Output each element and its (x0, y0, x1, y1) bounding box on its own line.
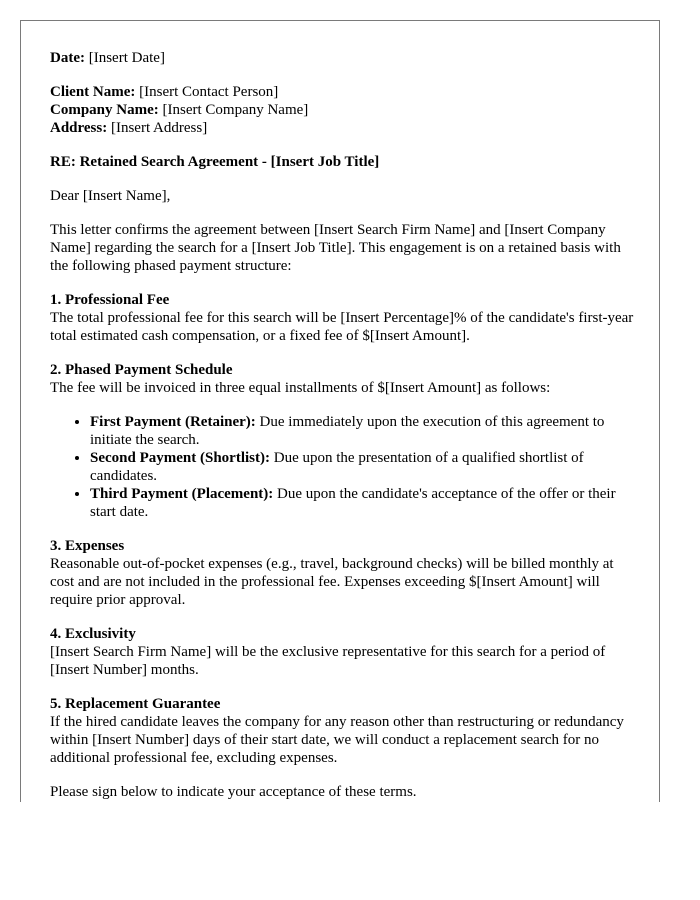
expenses-body: Reasonable out-of-pocket expenses (e.g., travel, background checks) will be billed monthly at cost and are not included in the professional fee. Expenses exceeding $[Insert Amount] will require prior approval. (50, 556, 614, 608)
fee-heading: 1. Professional Fee (50, 292, 170, 308)
list-item (90, 485, 635, 521)
closing-paragraph: Please sign below to indicate your acceptance of these terms. (50, 784, 417, 800)
guarantee-heading: 5. Replacement Guarantee (50, 696, 221, 712)
spacer (50, 205, 635, 221)
company-label: Company Name: (50, 102, 159, 118)
payment-text: Due immediately upon the execution of this agreement to initiate the search. (90, 414, 605, 448)
client-label: Client Name: (50, 84, 136, 100)
client-line (50, 83, 635, 101)
spacer (50, 397, 635, 413)
spacer (50, 767, 635, 783)
payment-label: Third Payment (Placement): (90, 486, 274, 502)
payment-label: Second Payment (Shortlist): (90, 450, 270, 466)
spacer (50, 609, 635, 625)
list-item (90, 413, 635, 449)
spacer (50, 521, 635, 537)
company-value: [Insert Company Name] (162, 102, 309, 118)
spacer (50, 67, 635, 83)
spacer (50, 171, 635, 187)
letter-content (50, 49, 635, 801)
fee-body: The total professional fee for this search will be [Insert Percentage]% of the candidate's first-year total estimated cash compensation, or a fixed fee of $[Insert Amount]. (50, 310, 634, 344)
guarantee-body: If the hired candidate leaves the company for any reason other than restructuring or redundancy within [Insert Number] days of their start date, we will conduct a replacement search for no additional professional fee, excluding expenses. (50, 714, 624, 766)
payment-list (50, 413, 635, 521)
spacer (50, 679, 635, 695)
subject-line: RE: Retained Search Agreement - [Insert Job Title] (50, 154, 380, 170)
spacer (50, 275, 635, 291)
address-value: [Insert Address] (110, 120, 208, 136)
schedule-heading: 2. Phased Payment Schedule (50, 362, 233, 378)
salutation: Dear [Insert Name], (50, 188, 171, 204)
spacer (50, 345, 635, 361)
date-label: Date: (50, 50, 85, 66)
payment-text: Due upon the presentation of a qualified shortlist of candidates. (90, 450, 584, 484)
schedule-body: The fee will be invoiced in three equal installments of $[Insert Amount] as follows: (50, 380, 551, 396)
payment-text: Due upon the candidate's acceptance of the offer or their start date. (90, 486, 616, 520)
exclusivity-heading: 4. Exclusivity (50, 626, 136, 642)
intro-paragraph: This letter confirms the agreement between [Insert Search Firm Name] and [Insert Company Name] regarding the search for a [Insert Job Title]. This engagement is on a retained basis with the following phased payment structure: (50, 222, 621, 274)
date-line (50, 49, 635, 67)
date-value: [Insert Date] (88, 50, 165, 66)
letter-page (20, 20, 660, 802)
address-label: Address: (50, 120, 108, 136)
address-line (50, 119, 635, 137)
payment-label: First Payment (Retainer): (90, 414, 256, 430)
company-line (50, 101, 635, 119)
spacer (50, 137, 635, 153)
client-value: [Insert Contact Person] (139, 84, 279, 100)
expenses-heading: 3. Expenses (50, 538, 125, 554)
list-item (90, 449, 635, 485)
exclusivity-body: [Insert Search Firm Name] will be the exclusive representative for this search for a period of [Insert Number] months. (50, 644, 606, 678)
